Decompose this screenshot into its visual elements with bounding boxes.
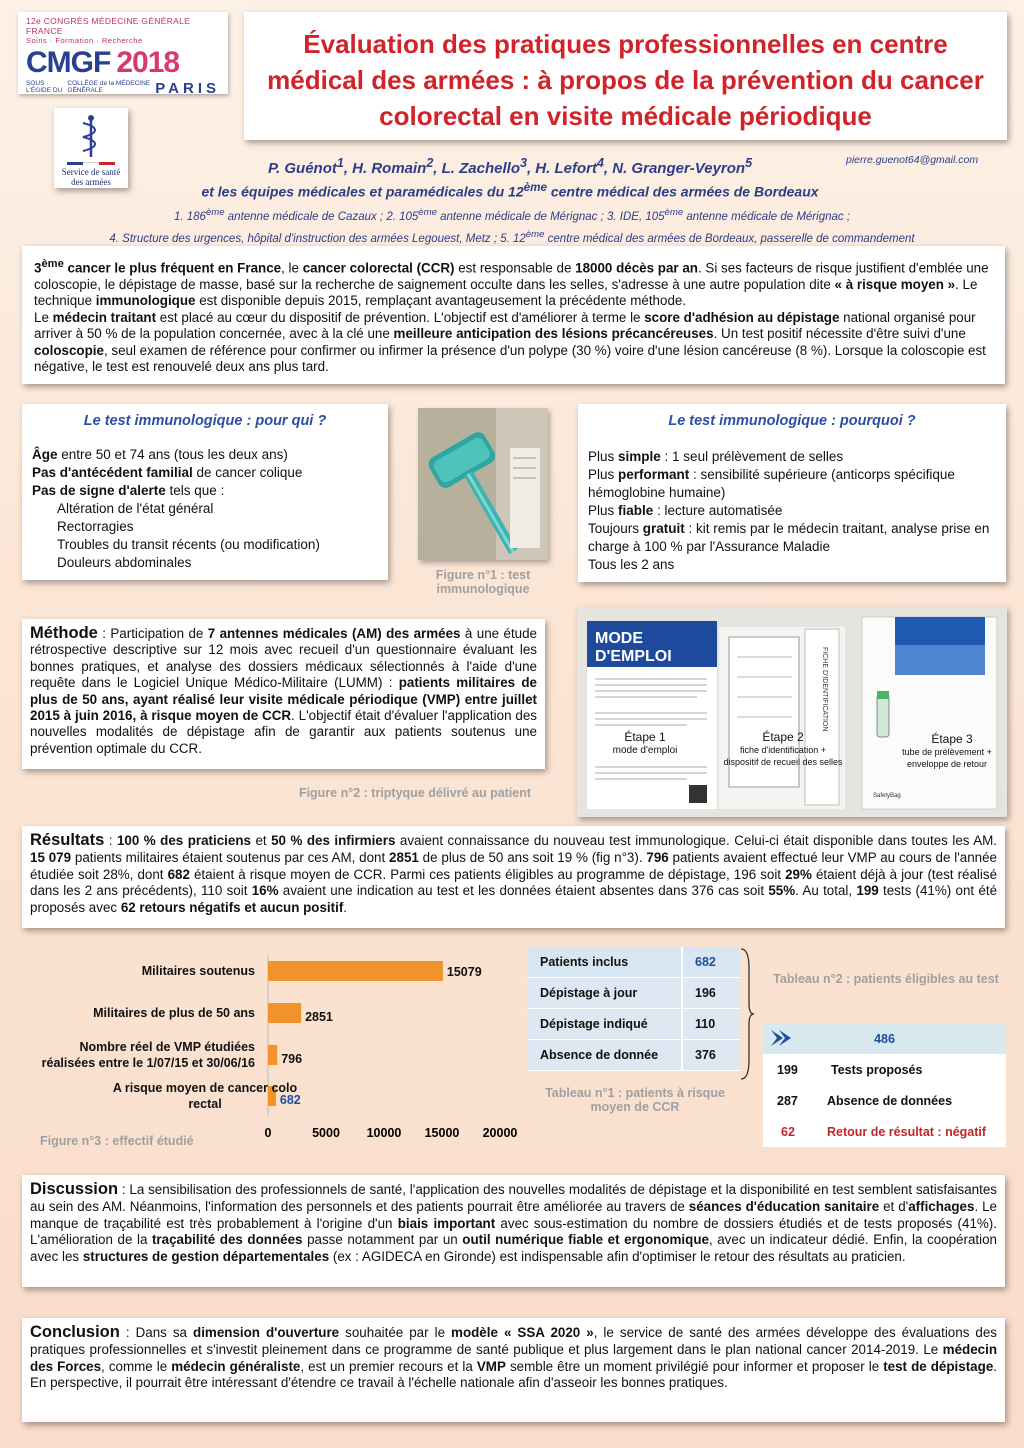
logo-line1: 12e CONGRÈS MÉDECINE GÉNÉRALE FRANCE (26, 16, 191, 36)
author-name: P. Guénot (267, 160, 337, 177)
chart-tick-label: 5000 (312, 1126, 340, 1140)
teams-text: et les équipes médicales et paramédicales du 12 (201, 183, 524, 200)
methode-label: Méthode (30, 624, 98, 642)
chart-bar (268, 1003, 301, 1023)
advantage-item: Plus performant : sensibilité supérieure (anticorps spécifique hémoglobine humaine) (588, 467, 955, 500)
chart-tick-label: 0 (264, 1126, 272, 1140)
tableau1-row (527, 978, 740, 1009)
tableau1 (527, 947, 740, 1071)
svg-text:fiche d'identification +: fiche d'identification + (739, 745, 827, 755)
tableau2 (763, 1023, 1006, 1147)
chart-tick-label: 10000 (366, 1126, 402, 1140)
advantage-item: Plus simple : 1 seul prélèvement de selles (588, 449, 844, 464)
caduceus-icon (58, 112, 124, 162)
logo-year: 2018 (116, 46, 180, 79)
chart-bar (268, 1045, 277, 1065)
affiliations (20, 204, 1004, 248)
ssa-logo (54, 108, 128, 188)
resultats-box: Résultats : 100 % des praticiens et 50 % des infirmiers avaient connaissance du nouveau test immunologique. Celui-ci était disponible dans toutes les AM. 15 079 patients militaires étaient soutenus par ces AM, dont 2851 de plus de 50 ans soit 19 % (fig n°3). 796 patients avaient effectué leur VMP au cours de l'année étudiée soit 28%, dont 682 étaient à risque moyen de CCR. Parmi ces patients éligibles au programme de dépistage, 196 soit 29% étaient déjà à jour (test réalisé dans les 2 ans précédents), 110 soit 16% avaient une indication au test et les données étaient absentes dans 376 cas soit 55%. Au total, 199 tests (41%) ont été proposés avec 62 retours négatifs et aucun positif. (22, 826, 1005, 928)
pourquoi-box (578, 404, 1006, 582)
affil-sup: ème (525, 228, 545, 240)
svg-text:FICHE D'IDENTIFICATION: FICHE D'IDENTIFICATION (821, 647, 828, 732)
ssa-logo-text: Service de santé des armées (61, 167, 121, 187)
t2-value: 62 (781, 1124, 795, 1139)
t2-value: 199 (777, 1062, 798, 1077)
tableau1-caption: Tableau n°1 : patients à risque moyen de CCR (545, 1086, 725, 1114)
t1-value: 110 (681, 1009, 740, 1039)
introduction (22, 246, 1005, 384)
intro-paragraph-1: 3ème cancer le plus fréquent en France, le cancer colorectal (CCR) est responsable de 18000 décès par an. Si ses facteurs de risque justifient d'emblée une coloscopie, le dépistage de masse, basé sur la recherche de saignement occulte dans les selles, s'adresse à une autre population dite « à risque moyen ». Le technique immunologique est disponible depuis 2015, remplaçant avantageusement la précédente méthode. (34, 258, 989, 309)
affil-sup: ème (418, 207, 437, 218)
figure3-caption: Figure n°3 : effectif étudié (40, 1134, 194, 1148)
teams-sup: ème (523, 181, 547, 194)
teams-line (140, 181, 880, 200)
tableau1-row (527, 947, 740, 978)
author-name: L. Zachello (441, 160, 520, 177)
methode-box: Méthode : Participation de 7 antennes médicales (AM) des armées à une étude rétrospective descriptive sur 12 mois avec recueil d'un questionnaire évaluant les bonnes pratiques, et analyse des dossiers médicaux sélectionnés à l'aide d'une requête dans le Logiciel Unique Médico-Militaire (LUMM) : patients militaires de plus de 50 ans, ayant réalisé leur visite médicale périodique (VMP) entre juillet 2015 à juin 2016, à risque moyen de CCR. L'objectif était d'évaluer l'application des nouvelles modalités de dépistage afin de garantir aux patients soutenus une prévention optimale du CCR. (22, 619, 545, 769)
chart-value-label: 2851 (305, 1010, 333, 1024)
affil-text: antenne médicale de Mérignac ; (683, 210, 851, 223)
conclusion-box: Conclusion : Dans sa dimension d'ouverture souhaitée par le modèle « SSA 2020 », le service de santé des armées développe des évaluations des pratiques professionnelles et s'investit pleinement dans ce programme de santé publique et plus largement dans le plan national cancer 2014-2019. Le médecin des Forces, comme le médecin généraliste, est un premier recours et la VMP semble être un moment privilégié pour informer et proposer le test de dépistage. En perspective, il pourrait être intéressant d'étendre ce travail à l'échelle nationale afin d'asseoir les bonnes pratiques. (22, 1318, 1005, 1422)
author-sup: 4 (596, 156, 604, 170)
chart-value-label: 796 (281, 1052, 303, 1066)
t2-value: 287 (777, 1093, 798, 1108)
t2-label: Tests proposés (831, 1062, 923, 1077)
chart-tick-label: 20000 (482, 1126, 518, 1140)
svg-text:SafetyBag: SafetyBag (873, 793, 901, 799)
t1-label: Dépistage à jour (540, 986, 638, 1000)
authors-block (140, 156, 880, 200)
pour-qui-heading: Le test immunologique : pour qui ? (83, 413, 327, 429)
intro-paragraph-2: Le médecin traitant est placé au cœur du dispositif de prévention. L'objectif est d'améliorer à terme le score d'adhésion au dépistage national organisé pour arriver à 50 % de la population concernée, avec à la clé une meilleure anticipation des lésions précancéreuses. Un test positif nécessite d'être suivi d'une coloscopie, seul examen de référence pour confirmer ou infirmer la présence d'un polype (30 %) voire d'une lésion cancéreuse (8 %). Lorsque la coloscopie est négative, le test est renouvelé deux ans plus tard. (34, 309, 986, 374)
affil-text: antenne médicale de Cazaux ; 2. 105 (224, 210, 419, 223)
sign-item: Douleurs abdominales (57, 555, 192, 570)
author-name: N. Granger-Veyron (612, 160, 746, 177)
t1-label: Patients inclus (540, 955, 629, 969)
chevron-right-icon (769, 1028, 795, 1048)
sign-item: Troubles du transit récents (ou modification) (57, 537, 320, 552)
fig2-mode-label: MODE (595, 630, 643, 647)
poster-title: Évaluation des pratiques professionnelles en centre médical des armées : à propos de la prévention du cancer colorectal en visite médicale périodique (244, 12, 1007, 140)
author-sup: 3 (520, 156, 527, 170)
chart-category-label: Nombre réel de VMP étudiées réalisées entre le 1/07/15 et 30/06/16 (41, 1040, 255, 1070)
svg-text:mode d'emploi: mode d'emploi (612, 745, 678, 756)
svg-text:enveloppe de retour: enveloppe de retour (906, 759, 988, 769)
affil-text: antenne médicale de Mérignac ; 3. IDE, 105 (436, 210, 665, 223)
pourquoi-heading: Le test immunologique : pourquoi ? (668, 413, 916, 429)
affil-text: 1. 186 (173, 210, 206, 223)
chart-category-label: A risque moyen de cancer colo rectal (112, 1081, 298, 1111)
svg-text:dispositif de recueil des sell: dispositif de recueil des selles (723, 757, 843, 767)
teams-text: centre médical des armées de Bordeaux (546, 183, 819, 200)
conclusion-label: Conclusion (30, 1323, 120, 1341)
sign-item: Altération de l'état général (57, 501, 214, 516)
advantage-item: Toujours gratuit : kit remis par le médecin traitant, analyse prise en charge à 100 % par l'Assurance Maladie (588, 521, 990, 554)
affil-sup: ème (664, 207, 684, 218)
tableau1-row (527, 1040, 740, 1071)
author-name: H. Romain (352, 160, 427, 177)
author-sup: 1 (336, 156, 344, 170)
t1-label: Dépistage indiqué (540, 1017, 648, 1031)
tableau2-total: 486 (874, 1031, 895, 1046)
sign-item: Rectorragies (57, 519, 134, 534)
discussion-box: Discussion : La sensibilisation des professionnels de santé, l'application des nouvelles modalités de dépistage et la disponibilité en test semblent satisfaisantes au sein des AM. Néanmoins, l'information des personnels et des patients pourrait être améliorée au travers de séances d'éducation sanitaire et d'affichages. Le manque de traçabilité est très probablement à l'origine d'un biais important avec sous-estimation du nombre de dossiers étudiés et de tests proposés (41%). L'amélioration de la traçabilité des données passe notamment par un outil numérique fiable et ergonomique, avec un indicateur dédié. Enfin, la coopération avec les structures de gestion départementales (ex : AGIDECA en Gironde) est indispensable afin d'optimiser le retour des résultats au praticien. (22, 1175, 1005, 1287)
pour-qui-box (22, 404, 388, 580)
author-sup: 2 (426, 156, 434, 170)
t1-value: 682 (681, 947, 740, 977)
advantage-item: Plus fiable : lecture automatisée (588, 503, 783, 518)
logo-college: COLLÈGE de la MÉDECINE GÉNÉRALE (67, 80, 151, 94)
bracket-icon (741, 948, 755, 1080)
t1-value: 376 (681, 1040, 740, 1070)
chart-category-label: Militaires soutenus (141, 964, 255, 978)
tableau2-caption: Tableau n°2 : patients éligibles au test (773, 972, 999, 986)
tableau1-row (527, 1009, 740, 1040)
methode-text: : Participation de (97, 626, 208, 641)
figure2-caption: Figure n°2 : triptyque délivré au patient (298, 786, 532, 800)
tableau2-row (763, 1054, 1006, 1085)
logo-line2: Soins · Formation · Recherche (26, 36, 143, 45)
tableau2-row (763, 1085, 1006, 1116)
resultats-label: Résultats (30, 831, 105, 849)
figure2-triptych (577, 607, 1007, 817)
discussion-label: Discussion (30, 1180, 119, 1198)
svg-text:tube de prélèvement +: tube de prélèvement + (902, 747, 992, 757)
criterion-signes: Pas de signe d'alerte tels que : (32, 483, 225, 498)
figure1-caption: Figure n°1 : test immunologique (435, 568, 531, 596)
contact-email[interactable]: pierre.guenot64@gmail.com (846, 154, 979, 166)
chart-bar (268, 961, 443, 981)
affil-text: centre médical des armées de Bordeaux, passerelle de commandement (544, 232, 915, 245)
logo-sub-left: SOUS L'ÉGIDE DU (26, 80, 63, 94)
tableau2-header (763, 1023, 1006, 1054)
criterion-age: Âge entre 50 et 74 ans (tous les deux ans) (32, 447, 288, 462)
figure1-test-photo (418, 408, 548, 560)
svg-text:Étape 2: Étape 2 (762, 730, 804, 744)
cmgf-logo (18, 12, 228, 97)
author-name: H. Lefort (535, 160, 597, 177)
t1-label: Absence de donnée (540, 1048, 659, 1062)
criterion-antecedent: Pas d'antécédent familial de cancer colique (32, 465, 303, 480)
affil-sup: ème (205, 207, 225, 218)
chart-value-label: 682 (279, 1093, 301, 1107)
t2-label: Absence de données (827, 1093, 953, 1108)
t1-value: 196 (681, 978, 740, 1008)
affil-text: 4. Structure des urgences, hôpital d'instruction des armées Legouest, Metz ; 5. 12 (109, 232, 526, 245)
svg-text:Étape 3: Étape 3 (931, 732, 973, 746)
chart-category-label: Militaires de plus de 50 ans (93, 1006, 255, 1020)
t2-label: Retour de résultat : négatif (827, 1124, 987, 1139)
chart-value-label: 15079 (446, 965, 482, 979)
svg-text:Étape 1: Étape 1 (624, 730, 666, 744)
logo-city: PARIS (155, 80, 220, 97)
svg-text:D'EMPLOI: D'EMPLOI (595, 648, 672, 665)
author-sup: 5 (745, 156, 753, 170)
figure3-bar-chart (20, 945, 520, 1155)
tableau2-row (763, 1116, 1006, 1147)
advantage-item: Tous les 2 ans (588, 557, 675, 572)
chart-tick-label: 15000 (424, 1126, 460, 1140)
author-list: P. Guénot$^1$, H. Romain$^2$, L. Zachello$^3$, H. Lefort$^4$, N. Granger-Veyron$^5$ (267, 156, 753, 177)
logo-brand: CMGF (26, 46, 111, 79)
